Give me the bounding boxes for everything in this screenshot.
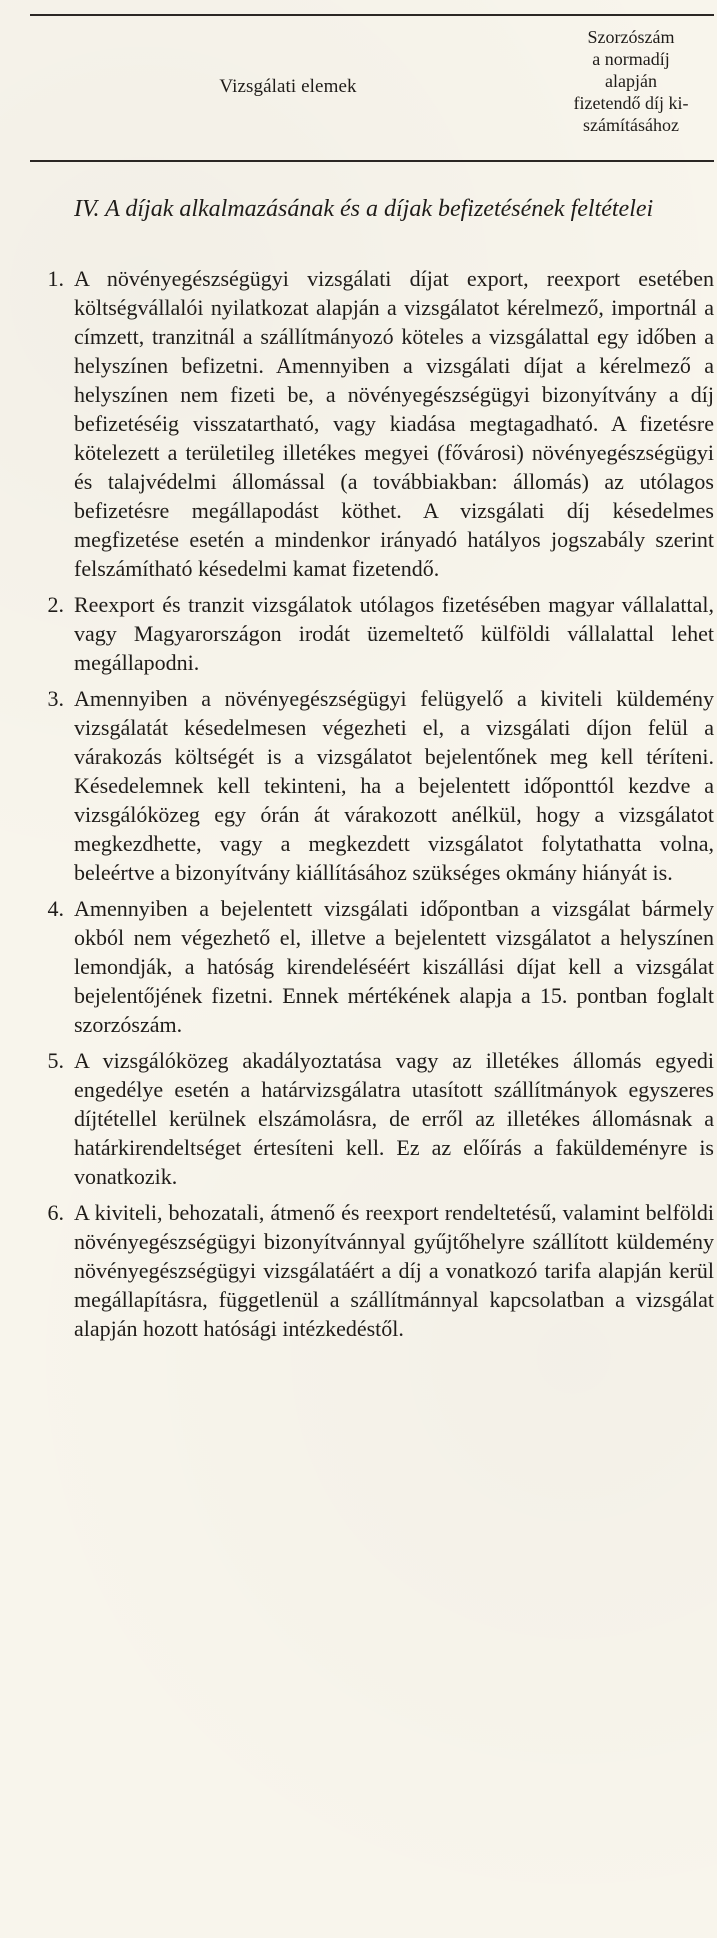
header-bottom-rule: [30, 160, 714, 162]
header-right-line-2: a normadíj: [592, 49, 670, 69]
header-right-line-3: alapján: [605, 71, 657, 91]
list-item-6: [30, 1198, 714, 1343]
list-item-text-5: A vizsgálóközeg akadályoztatása vagy az illetékes állomás egyedi engedélye esetén a határvizsgálatra utasított szállítmányok egyszeres díjtétellel kerülnek elszámolásra, de erről az illetékes állomásnak a határkirendeltséget értesíteni kell. Ez az előírás a faküldeményre is vonatkozik.: [74, 1048, 714, 1189]
header-right-line-1: Szorzószám: [587, 27, 675, 47]
list-item-text-1: A növényegészségügyi vizsgálati díjat export, reexport esetében költségvállalói nyilatkozat alapján a vizsgálatot kérelmező, importnál a címzett, tranzitnál a szállítmányozó köteles a vizsgálattal egy időben a helyszínen befizetni. Amennyiben a vizsgálati díjat a kérelmező a helyszínen nem fizeti be, a növényegészségügyi bizonyítvány a díj befizetéséig visszatartható, vagy kiadása megtagadható. A fizetésre kötelezett a területileg illetékes megyei (fővárosi) növényegészségügyi és talajvédelmi állomással (a továbbiakban: állomás) az utólagos befizetésre megállapodást köthet. A vizsgálati díj késedelmes megfizetése esetén a mindenkor irányadó hatályos jogszabály szerint felszámítható késedelmi kamat fizetendő.: [74, 266, 714, 581]
list-item-3: [30, 684, 714, 887]
list-item-5: [30, 1046, 714, 1191]
list-item-number-1: 1.: [47, 266, 64, 291]
fee-conditions-list: [30, 264, 714, 1343]
list-item-number-3: 3.: [47, 686, 64, 711]
list-item-text-4: Amennyiben a bejelentett vizsgálati időpontban a vizsgálat bármely okból nem végezhető el, illetve a bejelentett vizsgálatot a helyszínen lemondják, a hatóság kirendeléséért kiszállási díjat kell a vizsgálat bejelentőjének fizetni. Ennek mértékének alapja a 15. pontban foglalt szorzószám.: [74, 896, 714, 1037]
header-right-line-4: fizetendő díj ki-: [573, 93, 689, 113]
list-item-text-3: Amennyiben a növényegészségügyi felügyelő a kiviteli küldemény vizsgálatát késedelmesen végezheti el, a vizsgálati díjon felül a várakozás költségét is a vizsgálatot bejelentőnek meg kell téríteni. Késedelemnek kell tekinteni, ha a bejelentett időponttól kezdve a vizsgálóközeg egy órán át várakozott anélkül, hogy a vizsgálatot megkezdhette, vagy a megkezdett vizsgálatot folytathatta volna, beleértve a bizonyítvány kiállításához szükséges okmány hiányát is.: [74, 686, 714, 885]
section-title-text: IV. A díjak alkalmazásának és a díjak befizetésének feltételei: [74, 196, 654, 222]
list-item-2: [30, 590, 714, 677]
header-left-label: Vizsgálati elemek: [219, 76, 357, 97]
header-right-line-5: számításához: [583, 115, 679, 135]
list-item-text-6: A kiviteli, behozatali, átmenő és reexport rendeltetésű, valamint belföldi növényegészségügyi bizonyítvánnyal gyűjtőhelyre szállított küldemény növényegészségügyi vizsgálatáért a díj a vonatkozó tarifa alapján kerül megállapításra, függetlenül a szállítmánnyal kapcsolatban a vizsgálat alapján hozott hatósági intézkedéstől.: [74, 1200, 714, 1341]
section-title: [30, 194, 714, 224]
list-item-4: [30, 894, 714, 1039]
list-item-number-4: 4.: [47, 896, 64, 921]
top-rule: [30, 14, 714, 16]
list-item-number-2: 2.: [47, 592, 64, 617]
list-item-number-5: 5.: [47, 1048, 64, 1073]
list-item-text-2: Reexport és tranzit vizsgálatok utólagos fizetésében magyar vállalattal, vagy Magyarországon irodát üzemeltető külföldi vállalattal lehet megállapodni.: [74, 592, 714, 675]
header-right-label: [548, 26, 714, 136]
list-item-number-6: 6.: [47, 1200, 64, 1225]
list-item-1: [30, 264, 714, 583]
